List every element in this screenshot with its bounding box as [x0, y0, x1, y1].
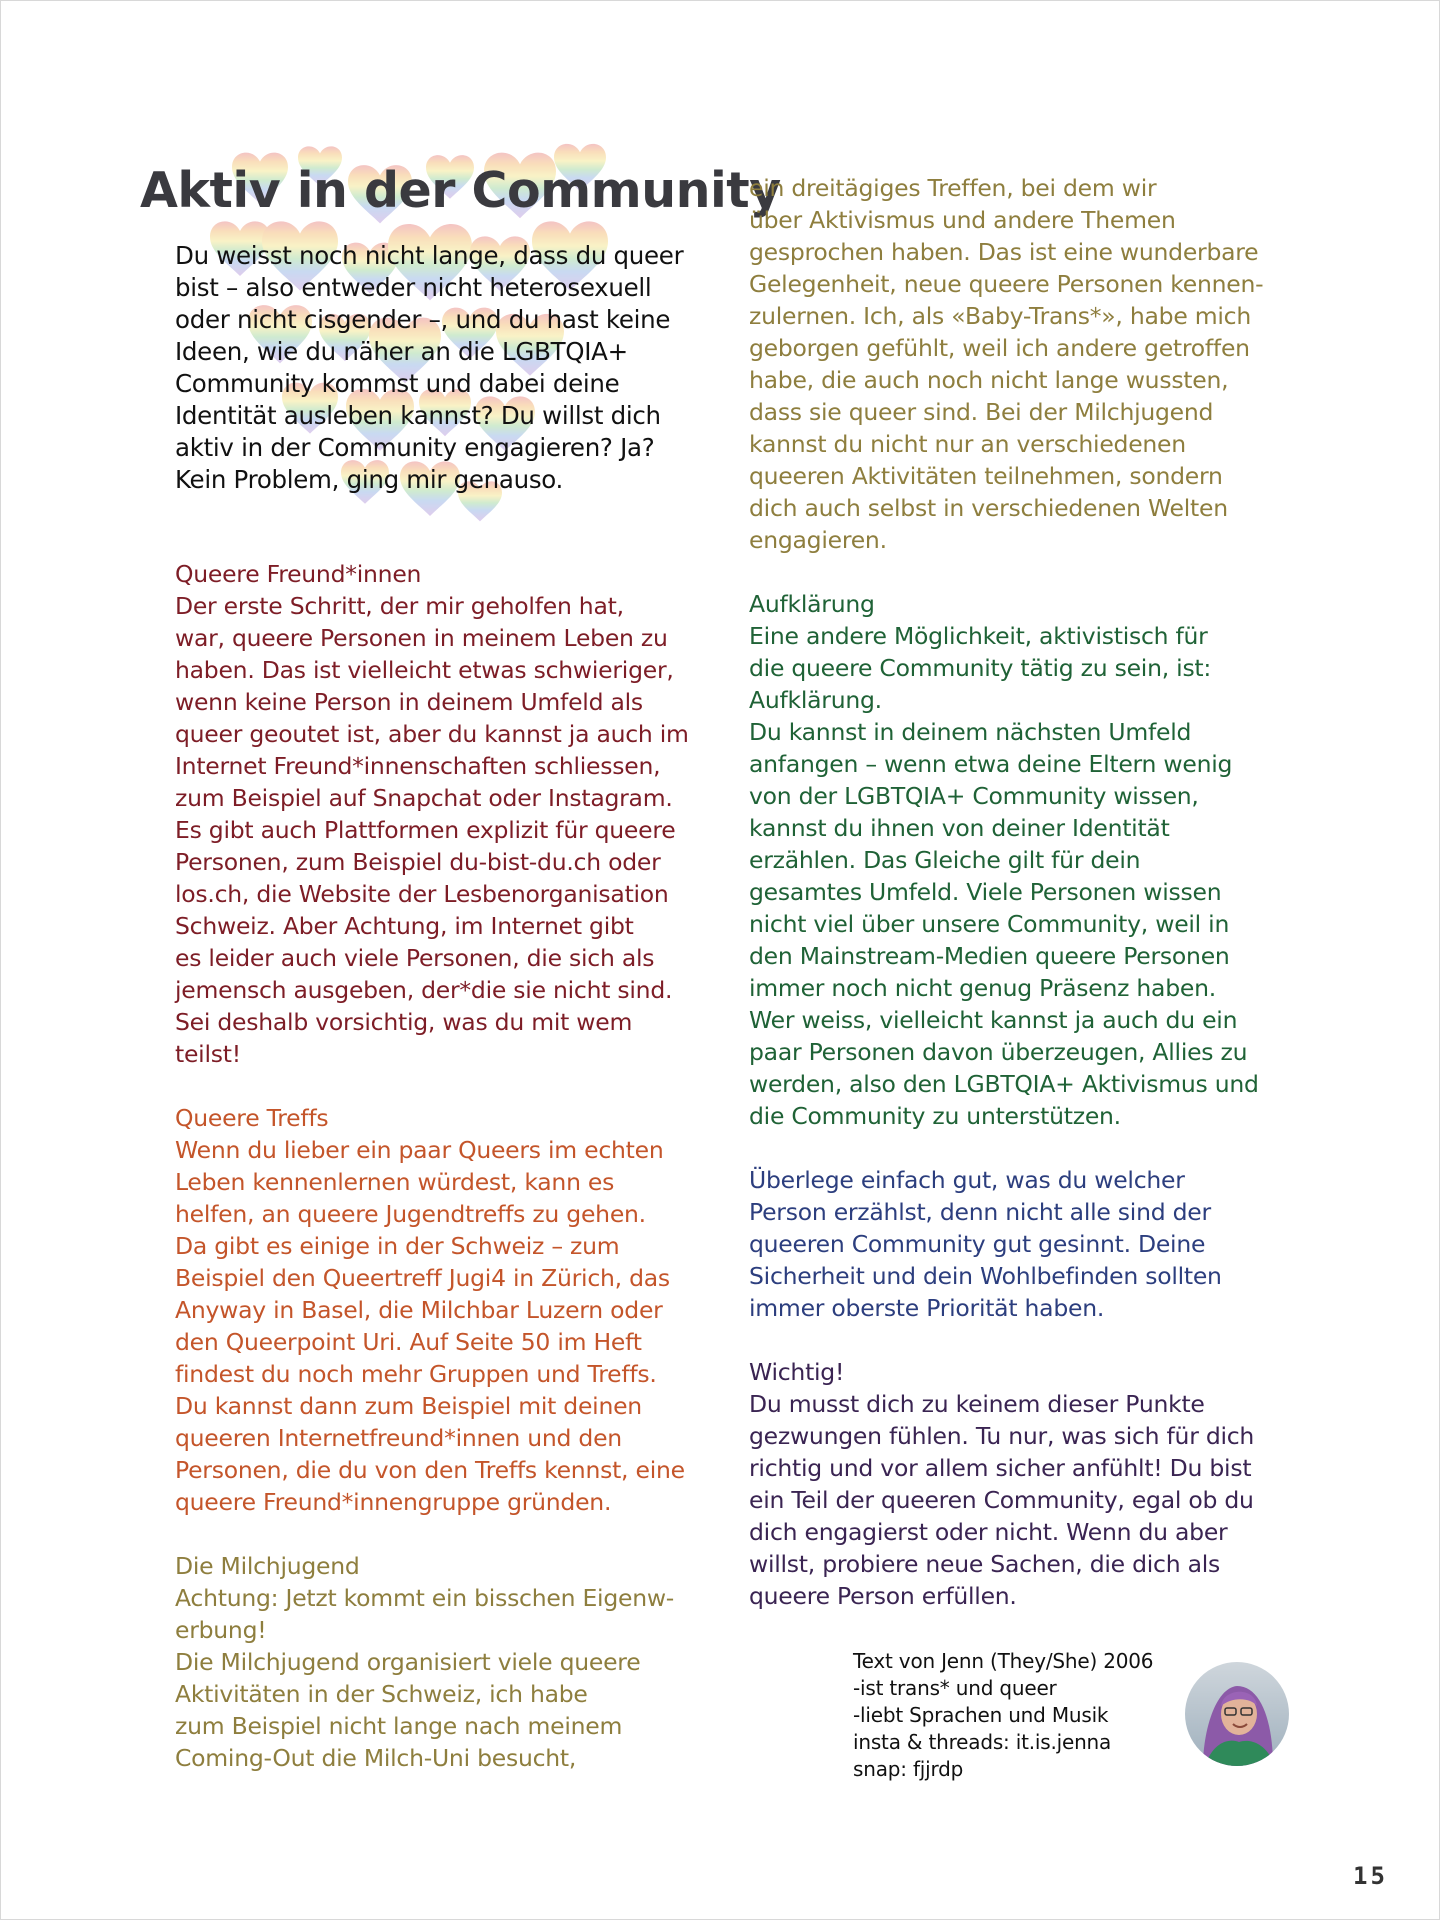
- section-milchjugend-continued: [749, 172, 1309, 556]
- section-heading: Die Milchjugend: [175, 1552, 360, 1580]
- credit-author: Text von Jenn (They/She) 2006: [853, 1649, 1154, 1673]
- intro-paragraph: [175, 240, 715, 496]
- credit-insta: insta & threads: it.is.jenna: [853, 1730, 1112, 1754]
- section-body: Eine andere Möglichkeit, aktivistisch für die queere Community tätig zu sein, ist: Aufklärung. Du kannst in deinem nächsten Umfeld anfangen – wenn etwa deine Eltern wenig von der LGBTQIA+ Community wissen, kannst du ihnen von deiner Identität erzählen. Das Gleiche gilt für dein gesamtes Umfeld. Viele Personen wissen nicht viel über unsere Community, weil in den Mainstream-Medien queere Personen immer noch nicht genug Präsenz haben. Wer weiss, vielleicht kannst ja auch du ein paar Personen davon überzeugen, Allies zu werden, also den LGBTQIA+ Aktivismus und die Community zu unterstützen.: [749, 622, 1259, 1130]
- author-portrait: [1185, 1662, 1289, 1766]
- section-heading: Aufklärung: [749, 590, 875, 618]
- page-title: Aktiv in der Community: [140, 162, 781, 219]
- section-queere-treffs: [175, 1102, 735, 1518]
- author-credit: [853, 1648, 1183, 1783]
- section-body: Der erste Schritt, der mir geholfen hat, war, queere Personen in meinem Leben zu haben. Das ist vielleicht etwas schwieriger, wenn keine Person in deinem Umfeld als queer geoutet ist, aber du kannst ja auch im Internet Freund*innenschaften schliessen, zum Beispiel auf Snapchat oder Instagram. Es gibt auch Plattformen explizit für queere Personen, zum Beispiel du-bist-du.ch oder los.ch, die Website der Lesbenorganisation Schweiz. Aber Achtung, im Internet gibt es leider auch viele Personen, die sich als jemensch ausgeben, der*die sie nicht sind. Sei deshalb vorsichtig, was du mit wem teilst!: [175, 592, 689, 1068]
- section-body: Achtung: Jetzt kommt ein bisschen Eigenw- erbung! Die Milchjugend organisiert viele queere Aktivitäten in der Schweiz, ich habe zum Beispiel nicht lange nach meinem Coming-Out die Milch-Uni besucht,: [175, 1584, 675, 1772]
- section-sicherheit: [749, 1164, 1309, 1324]
- section-body: Wenn du lieber ein paar Queers im echten Leben kennenlernen würdest, kann es helfen, an queere Jugendtreffs zu gehen. Da gibt es einige in der Schweiz – zum Beispiel den Queertreff Jugi4 in Zürich, das Anyway in Basel, die Milchbar Luzern oder den Queerpoint Uri. Auf Seite 50 im Heft findest du noch mehr Gruppen und Treffs. Du kannst dann zum Beispiel mit deinen queeren Internetfreund*innen und den Personen, die du von den Treffs kennst, eine queere Freund*innengruppe gründen.: [175, 1136, 685, 1516]
- section-wichtig: [749, 1356, 1309, 1612]
- section-body: Überlege einfach gut, was du welcher Person erzählst, denn nicht alle sind der queeren Community gut gesinnt. Deine Sicherheit und dein Wohlbefinden sollten immer oberste Priorität haben.: [749, 1166, 1222, 1322]
- section-milchjugend: [175, 1550, 735, 1774]
- credit-snap: snap: fjjrdp: [853, 1757, 964, 1781]
- section-heading: Queere Freund*innen: [175, 560, 422, 588]
- credit-line: -liebt Sprachen und Musik: [853, 1703, 1109, 1727]
- credit-line: -ist trans* und queer: [853, 1676, 1057, 1700]
- portrait-icon: [1185, 1662, 1289, 1766]
- section-body: Du musst dich zu keinem dieser Punkte gezwungen fühlen. Tu nur, was sich für dich richtig und vor allem sicher anfühlt! Du bist ein Teil der queeren Community, egal ob du dich engagierst oder nicht. Wenn du aber willst, probiere neue Sachen, die dich als queere Person erfüllen.: [749, 1390, 1255, 1610]
- section-heading: Wichtig!: [749, 1358, 845, 1386]
- section-aufklaerung: [749, 588, 1309, 1132]
- left-column: [175, 558, 735, 1774]
- right-column: [749, 172, 1309, 1612]
- page-number: 15: [1353, 1862, 1388, 1890]
- section-heading: Queere Treffs: [175, 1104, 329, 1132]
- section-body: ein dreitägiges Treffen, bei dem wir über Aktivismus und andere Themen gesprochen haben. Das ist eine wunderbare Gelegenheit, neue queere Personen kennen- zulernen. Ich, als «Baby-Trans*», habe mich geborgen gefühlt, weil ich andere getroffen habe, die auch noch nicht lange wussten, dass sie queer sind. Bei der Milchjugend kannst du nicht nur an verschiedenen queeren Aktivitäten teilnehmen, sondern dich auch selbst in verschiedenen Welten engagieren.: [749, 174, 1264, 554]
- intro-text: Du weisst noch nicht lange, dass du queer bist – also entweder nicht heterosexuell oder nicht cisgender –, und du hast keine Ideen, wie du näher an die LGBTQIA+ Community kommst und dabei deine Identität ausleben kannst? Du willst dich aktiv in der Community engagieren? Ja? Kein Problem, ging mir genauso.: [175, 241, 684, 494]
- section-queere-freundinnen: [175, 558, 735, 1070]
